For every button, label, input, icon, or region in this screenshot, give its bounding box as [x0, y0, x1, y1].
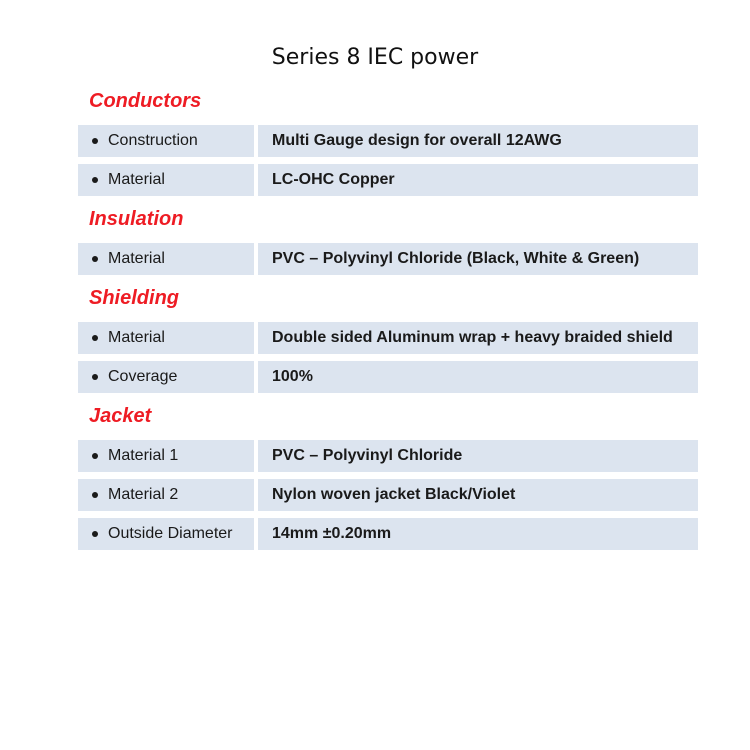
spec-value: 14mm ±0.20mm — [258, 518, 698, 550]
spec-label: Coverage — [108, 368, 178, 385]
spec-value: Multi Gauge design for overall 12AWG — [258, 125, 698, 157]
spec-value: PVC – Polyvinyl Chloride (Black, White & Green) — [258, 243, 698, 275]
spec-row-jacket-material-1 — [78, 440, 698, 472]
spec-sheet — [78, 85, 698, 557]
bullet-icon — [92, 256, 98, 262]
spec-label-cell — [78, 243, 254, 275]
spec-label: Material — [108, 329, 165, 346]
section-heading-jacket: Jacket — [89, 405, 152, 427]
spec-row-coverage — [78, 361, 698, 393]
spec-row-outside-diameter — [78, 518, 698, 550]
spec-value: Nylon woven jacket Black/Violet — [258, 479, 698, 511]
spec-label-cell — [78, 479, 254, 511]
spec-label-cell — [78, 440, 254, 472]
spec-row-jacket-material-2 — [78, 479, 698, 511]
spec-label: Material 2 — [108, 486, 179, 503]
spec-label: Material — [108, 250, 165, 267]
spec-value: PVC – Polyvinyl Chloride — [258, 440, 698, 472]
spec-row-insulation-material — [78, 243, 698, 275]
spec-label-cell — [78, 361, 254, 393]
bullet-icon — [92, 335, 98, 341]
spec-label: Material — [108, 171, 165, 188]
page-title: Series 8 IEC power — [271, 45, 479, 70]
spec-label-cell — [78, 164, 254, 196]
spec-label: Construction — [108, 132, 198, 149]
section-heading-conductors: Conductors — [89, 90, 202, 112]
bullet-icon — [92, 138, 98, 144]
bullet-icon — [92, 453, 98, 459]
bullet-icon — [92, 531, 98, 537]
spec-row-conductor-material — [78, 164, 698, 196]
spec-value: Double sided Aluminum wrap + heavy braided shield — [258, 322, 698, 354]
section-heading-shielding: Shielding — [89, 287, 179, 309]
spec-row-construction — [78, 125, 698, 157]
spec-value: LC-OHC Copper — [258, 164, 698, 196]
spec-label-cell — [78, 125, 254, 157]
spec-value: 100% — [258, 361, 698, 393]
bullet-icon — [92, 374, 98, 380]
spec-label-cell — [78, 518, 254, 550]
spec-label: Outside Diameter — [108, 525, 233, 542]
section-heading-insulation: Insulation — [89, 208, 184, 230]
spec-label: Material 1 — [108, 447, 179, 464]
bullet-icon — [92, 177, 98, 183]
spec-row-shielding-material — [78, 322, 698, 354]
bullet-icon — [92, 492, 98, 498]
spec-label-cell — [78, 322, 254, 354]
